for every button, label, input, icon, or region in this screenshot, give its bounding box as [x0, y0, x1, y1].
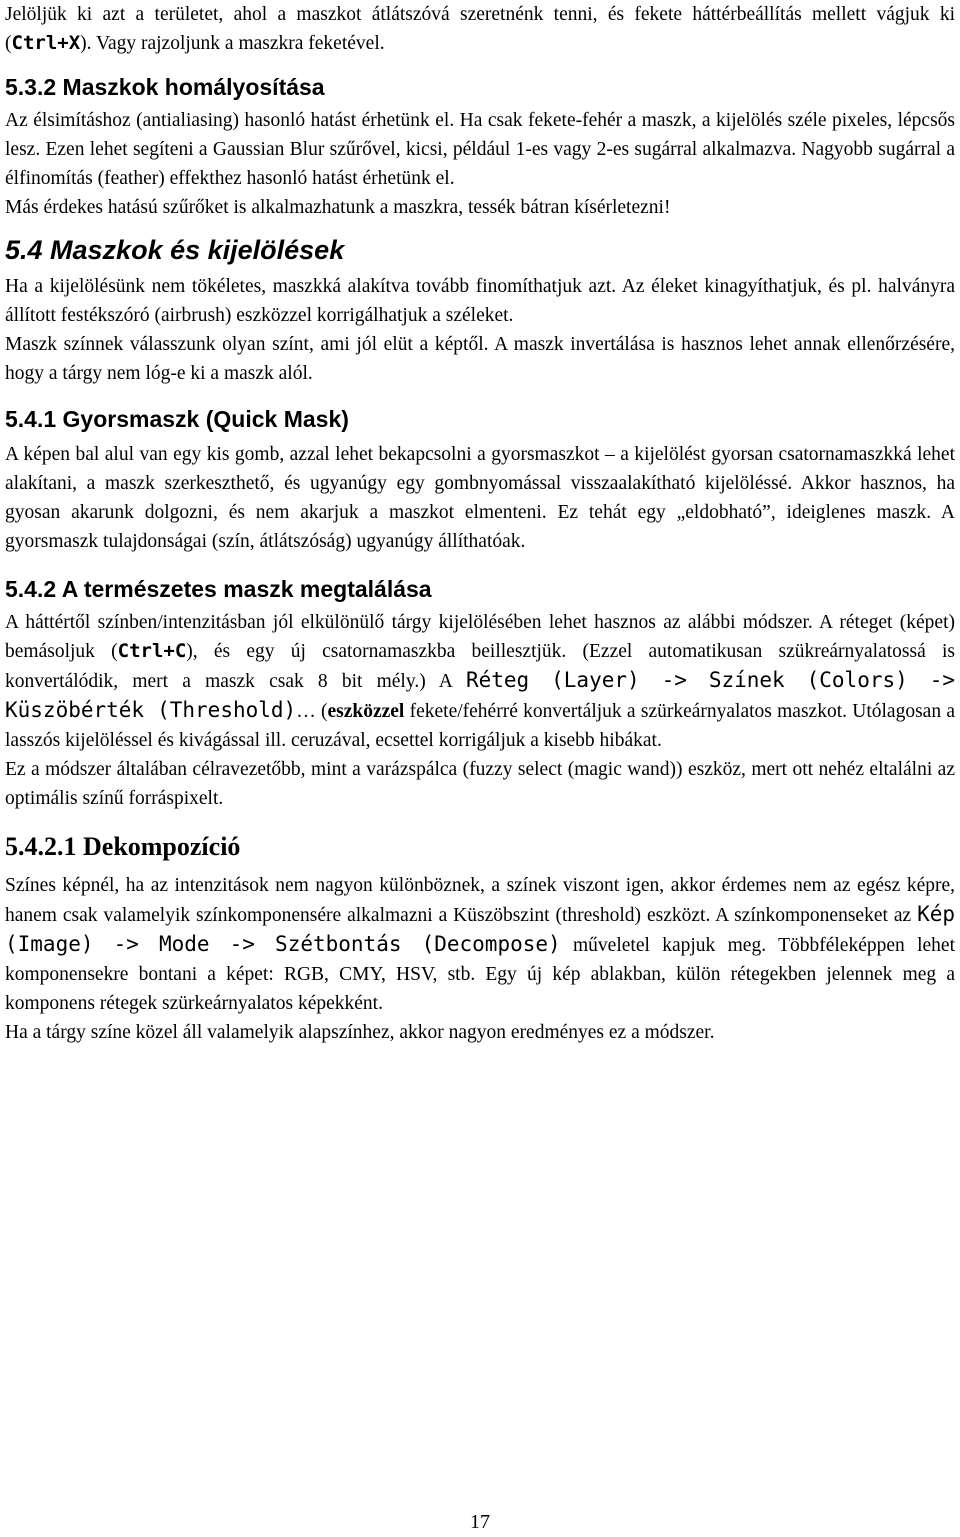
paragraph: A képen bal alul van egy kis gomb, azzal lehet bekapcsolni a gyorsmaszkot – a kijelölést gyorsan csatornamaszkká lehet alakítani, a maszk szerkeszthető, és ugyanúgy egy gombnyomással visszaalakítható kijelöléssé. Akkor hasznos, ha gyosan akarunk dolgozni, és nem akarjuk a maszkot elmenteni. Ez tehát egy „eldobható”, ideiglenes maszk. A gyorsmaszk tulajdonságai (szín, átlátszóság) ugyanúgy állíthatóak.: [5, 444, 955, 552]
paragraph: Ez a módszer általában célravezetőbb, mint a varázspálca (fuzzy select (magic wand)) eszköz, mert ott nehéz eltalálni az optimális színű forráspixelt.: [5, 759, 955, 809]
page-number: 17: [470, 1511, 490, 1533]
paragraph: Az élsimításhoz (antialiasing) hasonló hatást érhetünk el. Ha csak fekete-fehér a maszk, a kijelölés széle pixeles, lépcsős lesz. Ezen lehet segíteni a Gaussian Blur szűrővel, kicsi, például 1-es vagy 2-es sugárral alkalmazva. Nagyobb sugárral a élfinomítás (feather) effekthez hasonló hatást érhetünk el.: [5, 110, 955, 189]
intro-paragraph: Jelöljük ki azt a területet, ahol a maszkot átlátszóvá szeretnénk tenni, és fekete háttérbeállítás mellett vágjuk ki (Ctrl+X). Vagy rajzoljunk a maszkra feketével.: [5, 4, 955, 54]
section-heading-5-4-1: 5.4.1 Gyorsmaszk (Quick Mask): [5, 406, 349, 432]
paragraph: Ha a kijelölésünk nem tökéletes, maszkká alakítva tovább finomíthatjuk azt. Az éleket kinagyíthatjuk, és pl. halványra állított festékszóró (airbrush) eszközzel korrigálhatjuk a széleket.: [5, 276, 955, 326]
paragraph: Színes képnél, ha az intenzitások nem nagyon különböznek, a színek viszont igen, akkor érdemes nem az egész képre, hanem csak valamelyik színkomponensére alkalmazni a Küszöbszint (threshold) eszközt. A színkomponenseket az Kép (Image) -> Mode -> Szétbontás (Decompose) műveletel kapjuk meg. Többféleképpen lehet komponensekre bontani a képet: RGB, CMY, HSV, stb. Egy új kép ablakban, külön rétegekben jelennek meg a komponens rétegek szürkeárnyalatos képekként.: [5, 875, 955, 1014]
paragraph: Maszk színnek válasszunk olyan színt, ami jól elüt a képtől. A maszk invertálása is hasznos lehet annak ellenőrzésére, hogy a tárgy nem lóg-e ki a maszk alól.: [5, 334, 955, 384]
document-page: [5, 0, 955, 1047]
section-heading-5-4-2: 5.4.2 A természetes maszk megtalálása: [5, 576, 432, 602]
shortcut-ctrl-c: Ctrl+C: [117, 640, 187, 662]
paragraph: Ha a tárgy színe közel áll valamelyik alapszínhez, akkor nagyon eredményes ez a módszer.: [5, 1022, 715, 1043]
paragraph: A háttértől színben/intenzitásban jól elkülönülő tárgy kijelölésében lehet hasznos az alábbi módszer. A réteget (képet) bemásoljuk (Ctrl+C), és egy új csatornamaszkba beillesztjük. (Ezzel automatikusan szükreárnyalatossá is konvertálódik, mert a maszk csak 8 bit mély.) A Réteg (Layer) -> Színek (Colors) -> Küszöbérték (Threshold)… (eszközzel fekete/fehérré konvertáljuk a szürkeárnyalatos maszkot. Utólagosan a lasszós kijelöléssel és kivágással ill. ceruzával, ecsettel korrigáljuk a kisebb hibákat.: [5, 612, 955, 751]
section-heading-5-4-2-1: 5.4.2.1 Dekompozíció: [5, 832, 241, 861]
section-heading-5-4: 5.4 Maszkok és kijelölések: [5, 235, 345, 265]
menu-path-decompose: Kép (Image) -> Mode -> Szétbontás (Decompose): [5, 902, 955, 956]
paragraph: Más érdekes hatású szűrőket is alkalmazhatunk a maszkra, tessék bátran kísérletezni!: [5, 197, 671, 218]
section-heading-5-3-2: 5.3.2 Maszkok homályosítása: [5, 74, 325, 100]
menu-path-threshold: Réteg (Layer) -> Színek (Colors) -> Küszöbérték (Threshold): [5, 668, 955, 722]
shortcut-ctrl-x: Ctrl+X: [11, 32, 81, 54]
